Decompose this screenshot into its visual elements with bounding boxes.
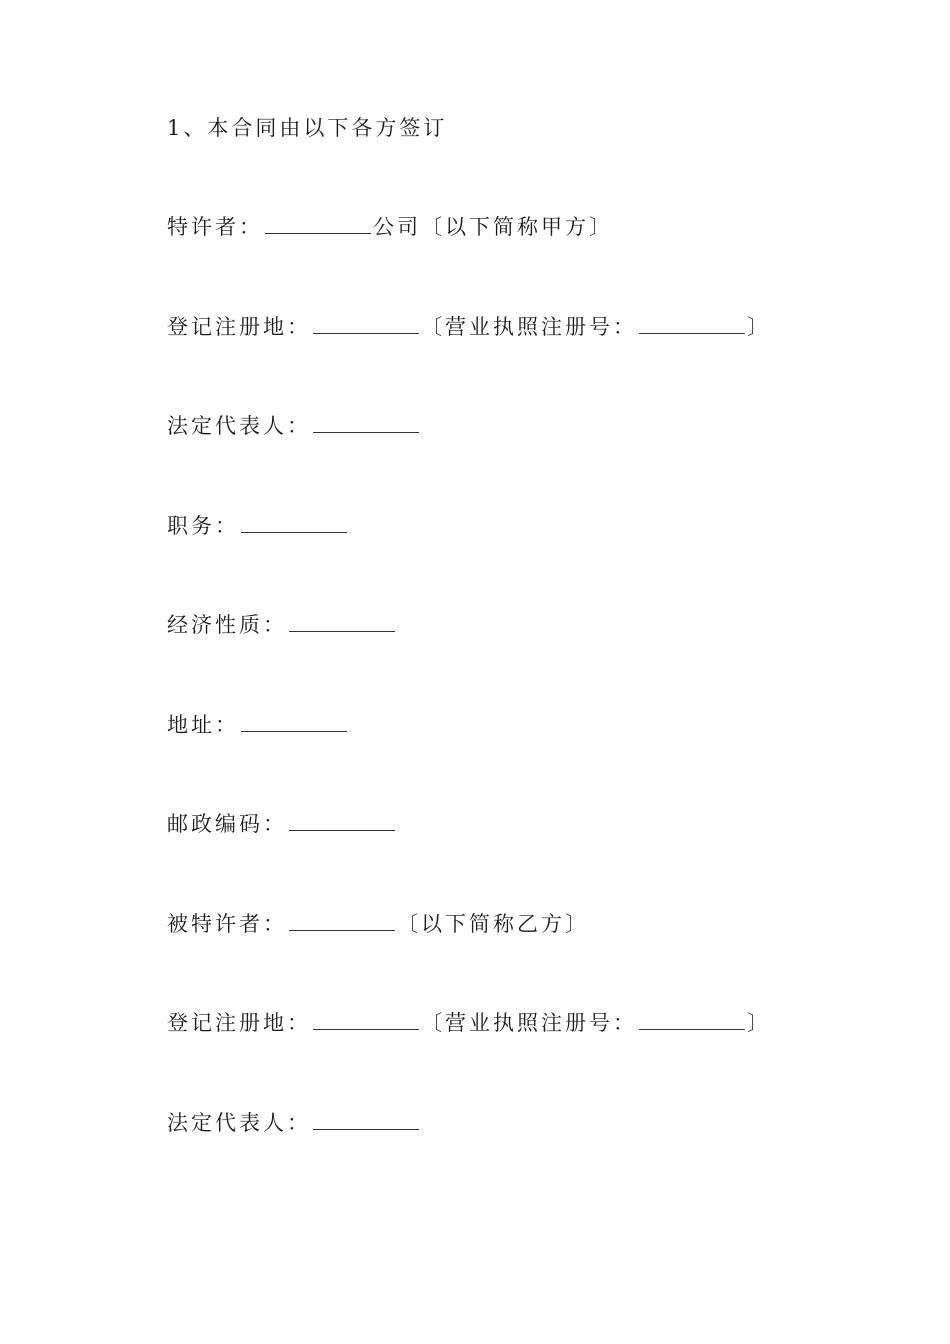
franchisor-line <box>167 212 613 242</box>
license-number-label: 〔营业执照注册号： <box>421 315 637 339</box>
address-label: 地址： <box>167 713 239 737</box>
position-blank[interactable] <box>241 512 347 533</box>
registration-place-blank[interactable] <box>313 313 419 334</box>
postal-code-line <box>167 809 397 839</box>
registration-label: 登记注册地： <box>167 1011 311 1035</box>
franchisor-suffix: 公司〔以下简称甲方〕 <box>373 215 613 239</box>
license-number-close: 〕 <box>747 1011 771 1035</box>
registration-label: 登记注册地： <box>167 315 311 339</box>
license-number-label: 〔营业执照注册号： <box>421 1011 637 1035</box>
position-label: 职务： <box>167 514 239 538</box>
franchisor-legal-rep-line <box>167 411 421 441</box>
legal-rep-blank[interactable] <box>313 1109 419 1130</box>
postal-code-blank[interactable] <box>289 810 395 831</box>
franchisor-registration-line <box>167 312 771 342</box>
franchisor-blank[interactable] <box>265 213 371 234</box>
legal-rep-label: 法定代表人： <box>167 1111 311 1135</box>
economic-nature-label: 经济性质： <box>167 613 287 637</box>
position-line <box>167 511 349 541</box>
legal-rep-label: 法定代表人： <box>167 414 311 438</box>
franchisor-label: 特许者： <box>167 215 263 239</box>
franchisee-legal-rep-line <box>167 1108 421 1138</box>
address-blank[interactable] <box>241 711 347 732</box>
address-line <box>167 710 349 740</box>
franchisee-suffix: 〔以下简称乙方〕 <box>397 912 589 936</box>
franchisee-label: 被特许者： <box>167 912 287 936</box>
registration-place-blank[interactable] <box>313 1009 419 1030</box>
postal-code-label: 邮政编码： <box>167 812 287 836</box>
economic-nature-line <box>167 610 397 640</box>
intro-text: 1、本合同由以下各方签订 <box>167 116 448 140</box>
intro-line <box>167 113 447 143</box>
license-number-blank[interactable] <box>639 1009 745 1030</box>
legal-rep-blank[interactable] <box>313 412 419 433</box>
franchisee-blank[interactable] <box>289 910 395 931</box>
franchisee-line <box>167 909 589 939</box>
economic-nature-blank[interactable] <box>289 611 395 632</box>
license-number-close: 〕 <box>747 315 771 339</box>
license-number-blank[interactable] <box>639 313 745 334</box>
franchisee-registration-line <box>167 1008 771 1038</box>
